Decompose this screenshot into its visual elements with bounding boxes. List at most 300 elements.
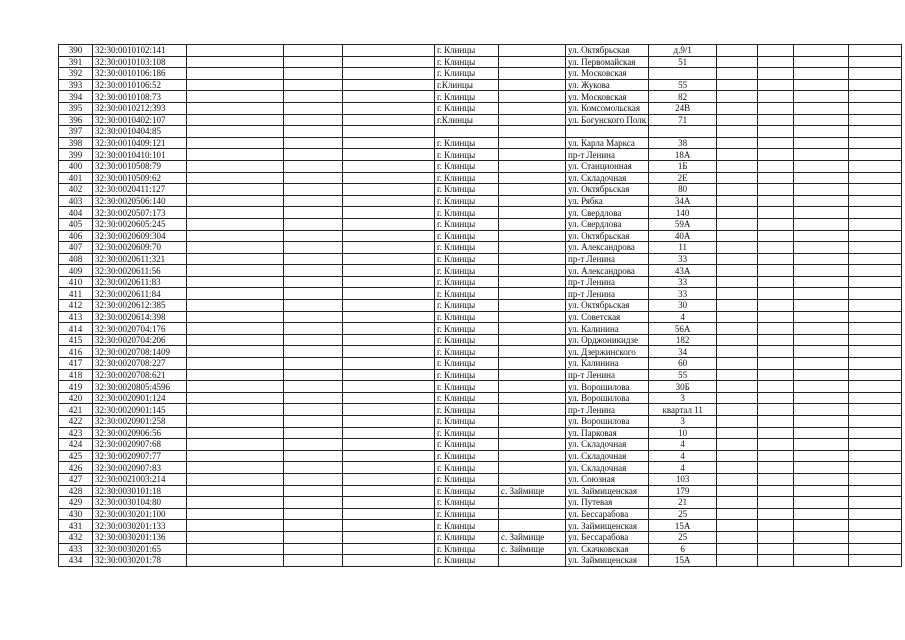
- row-number-cell: 410: [59, 276, 93, 288]
- empty-cell: [187, 160, 284, 172]
- empty-cell: [284, 242, 343, 254]
- settlement-cell: [499, 358, 566, 370]
- row-number-cell: 400: [59, 160, 93, 172]
- city-cell: г. Клинцы: [435, 485, 499, 497]
- empty-cell: [284, 346, 343, 358]
- empty-cell: [717, 531, 758, 543]
- empty-cell: [849, 346, 902, 358]
- empty-cell: [187, 300, 284, 312]
- empty-cell: [187, 369, 284, 381]
- empty-cell: [284, 56, 343, 68]
- empty-cell: [849, 531, 902, 543]
- empty-cell: [343, 207, 435, 219]
- cadastral-number-cell: 32:30:0010106:186: [93, 68, 187, 80]
- row-number-cell: 425: [59, 450, 93, 462]
- empty-cell: [717, 473, 758, 485]
- empty-cell: [717, 485, 758, 497]
- cadastral-number-cell: 32:30:0010108:73: [93, 91, 187, 103]
- empty-cell: [717, 126, 758, 138]
- row-number-cell: 411: [59, 288, 93, 300]
- empty-cell: [717, 242, 758, 254]
- empty-cell: [849, 485, 902, 497]
- settlement-cell: [499, 79, 566, 91]
- cadastral-number-cell: 32:30:0020614:398: [93, 311, 187, 323]
- empty-cell: [849, 392, 902, 404]
- cadastral-number-cell: 32:30:0010102:141: [93, 45, 187, 57]
- row-number-cell: 408: [59, 253, 93, 265]
- cadastral-number-cell: 32:30:0010410:101: [93, 149, 187, 161]
- street-cell: пр-т Ленина: [566, 149, 649, 161]
- cadastral-number-cell: 32:30:0021003:214: [93, 473, 187, 485]
- city-cell: г. Клинцы: [435, 172, 499, 184]
- empty-cell: [187, 91, 284, 103]
- empty-cell: [717, 323, 758, 335]
- cadastral-number-cell: 32:30:0030104:80: [93, 497, 187, 509]
- house-number-cell: 38: [649, 137, 717, 149]
- empty-cell: [849, 439, 902, 451]
- empty-cell: [717, 358, 758, 370]
- empty-cell: [758, 520, 794, 532]
- empty-cell: [849, 543, 902, 555]
- empty-cell: [187, 439, 284, 451]
- empty-cell: [849, 450, 902, 462]
- settlement-cell: [499, 195, 566, 207]
- empty-cell: [794, 56, 849, 68]
- table-row: [59, 45, 902, 57]
- empty-cell: [717, 508, 758, 520]
- house-number-cell: 51: [649, 56, 717, 68]
- settlement-cell: [499, 439, 566, 451]
- table-row: [59, 218, 902, 230]
- street-cell: ул. Октябрьская: [566, 184, 649, 196]
- empty-cell: [794, 381, 849, 393]
- empty-cell: [717, 68, 758, 80]
- cadastral-number-cell: 32:30:0020411:127: [93, 184, 187, 196]
- empty-cell: [758, 184, 794, 196]
- empty-cell: [849, 184, 902, 196]
- settlement-cell: [499, 265, 566, 277]
- empty-cell: [758, 334, 794, 346]
- table-row: [59, 160, 902, 172]
- city-cell: г. Клинцы: [435, 334, 499, 346]
- empty-cell: [717, 265, 758, 277]
- house-number-cell: 25: [649, 508, 717, 520]
- table-row: [59, 207, 902, 219]
- row-number-cell: 417: [59, 358, 93, 370]
- table-row: [59, 242, 902, 254]
- empty-cell: [794, 137, 849, 149]
- table-row: [59, 195, 902, 207]
- empty-cell: [758, 555, 794, 567]
- empty-cell: [794, 369, 849, 381]
- empty-cell: [849, 381, 902, 393]
- empty-cell: [187, 79, 284, 91]
- empty-cell: [849, 369, 902, 381]
- street-cell: пр-т Ленина: [566, 404, 649, 416]
- street-cell: ул. Советская: [566, 311, 649, 323]
- empty-cell: [794, 358, 849, 370]
- street-cell: ул. Бессарабова: [566, 531, 649, 543]
- city-cell: г. Клинцы: [435, 218, 499, 230]
- empty-cell: [849, 172, 902, 184]
- settlement-cell: [499, 160, 566, 172]
- empty-cell: [187, 334, 284, 346]
- empty-cell: [187, 195, 284, 207]
- empty-cell: [849, 56, 902, 68]
- city-cell: г.Клинцы: [435, 79, 499, 91]
- settlement-cell: [499, 253, 566, 265]
- row-number-cell: 395: [59, 102, 93, 114]
- empty-cell: [717, 439, 758, 451]
- empty-cell: [343, 508, 435, 520]
- empty-cell: [794, 126, 849, 138]
- street-cell: ул. Александрова: [566, 242, 649, 254]
- empty-cell: [849, 473, 902, 485]
- table-row: [59, 114, 902, 126]
- empty-cell: [794, 68, 849, 80]
- cadastral-number-cell: 32:30:0020605:245: [93, 218, 187, 230]
- empty-cell: [187, 253, 284, 265]
- row-number-cell: 394: [59, 91, 93, 103]
- house-number-cell: [649, 68, 717, 80]
- settlement-cell: [499, 102, 566, 114]
- empty-cell: [758, 392, 794, 404]
- street-cell: ул. Калинина: [566, 358, 649, 370]
- city-cell: г. Клинцы: [435, 300, 499, 312]
- empty-cell: [758, 311, 794, 323]
- empty-cell: [849, 404, 902, 416]
- table-row: [59, 439, 902, 451]
- city-cell: г. Клинцы: [435, 207, 499, 219]
- house-number-cell: [649, 126, 717, 138]
- empty-cell: [758, 102, 794, 114]
- empty-cell: [343, 114, 435, 126]
- row-number-cell: 414: [59, 323, 93, 335]
- street-cell: ул. Ворошилова: [566, 416, 649, 428]
- table-row: [59, 555, 902, 567]
- settlement-cell: [499, 416, 566, 428]
- empty-cell: [284, 323, 343, 335]
- house-number-cell: 59А: [649, 218, 717, 230]
- row-number-cell: 403: [59, 195, 93, 207]
- empty-cell: [187, 276, 284, 288]
- empty-cell: [758, 195, 794, 207]
- settlement-cell: [499, 311, 566, 323]
- empty-cell: [187, 265, 284, 277]
- empty-cell: [343, 137, 435, 149]
- empty-cell: [717, 114, 758, 126]
- empty-cell: [187, 462, 284, 474]
- empty-cell: [717, 288, 758, 300]
- empty-cell: [717, 45, 758, 57]
- row-number-cell: 415: [59, 334, 93, 346]
- row-number-cell: 419: [59, 381, 93, 393]
- empty-cell: [284, 207, 343, 219]
- empty-cell: [343, 265, 435, 277]
- cadastral-number-cell: 32:30:0020907:68: [93, 439, 187, 451]
- settlement-cell: [499, 172, 566, 184]
- empty-cell: [758, 230, 794, 242]
- empty-cell: [849, 126, 902, 138]
- house-number-cell: 55: [649, 79, 717, 91]
- table-row: [59, 276, 902, 288]
- house-number-cell: 30Б: [649, 381, 717, 393]
- table-row: [59, 91, 902, 103]
- empty-cell: [284, 91, 343, 103]
- empty-cell: [794, 276, 849, 288]
- table-row: [59, 172, 902, 184]
- empty-cell: [343, 543, 435, 555]
- row-number-cell: 396: [59, 114, 93, 126]
- settlement-cell: [499, 114, 566, 126]
- empty-cell: [758, 137, 794, 149]
- settlement-cell: [499, 427, 566, 439]
- settlement-cell: [499, 45, 566, 57]
- empty-cell: [794, 102, 849, 114]
- cadastral-number-cell: 32:30:0030201:65: [93, 543, 187, 555]
- empty-cell: [849, 160, 902, 172]
- street-cell: ул. Октябрьская: [566, 300, 649, 312]
- table-row: [59, 416, 902, 428]
- empty-cell: [284, 381, 343, 393]
- empty-cell: [343, 392, 435, 404]
- empty-cell: [284, 520, 343, 532]
- cadastral-number-cell: 32:30:0020708:621: [93, 369, 187, 381]
- empty-cell: [343, 369, 435, 381]
- row-number-cell: 427: [59, 473, 93, 485]
- city-cell: г. Клинцы: [435, 543, 499, 555]
- row-number-cell: 401: [59, 172, 93, 184]
- street-cell: ул. Складочная: [566, 450, 649, 462]
- city-cell: г. Клинцы: [435, 404, 499, 416]
- empty-cell: [343, 68, 435, 80]
- empty-cell: [794, 114, 849, 126]
- empty-cell: [794, 334, 849, 346]
- empty-cell: [343, 149, 435, 161]
- table-row: [59, 346, 902, 358]
- empty-cell: [343, 195, 435, 207]
- city-cell: г. Клинцы: [435, 369, 499, 381]
- empty-cell: [794, 300, 849, 312]
- house-number-cell: 179: [649, 485, 717, 497]
- street-cell: ул. Бессарабова: [566, 508, 649, 520]
- empty-cell: [343, 160, 435, 172]
- empty-cell: [717, 149, 758, 161]
- row-number-cell: 404: [59, 207, 93, 219]
- house-number-cell: 34А: [649, 195, 717, 207]
- house-number-cell: 43А: [649, 265, 717, 277]
- row-number-cell: 433: [59, 543, 93, 555]
- empty-cell: [717, 427, 758, 439]
- empty-cell: [717, 462, 758, 474]
- cadastral-number-cell: 32:30:0020901:124: [93, 392, 187, 404]
- empty-cell: [187, 149, 284, 161]
- empty-cell: [758, 242, 794, 254]
- house-number-cell: 103: [649, 473, 717, 485]
- empty-cell: [284, 531, 343, 543]
- city-cell: г. Клинцы: [435, 230, 499, 242]
- street-cell: ул. Богунского Полк: [566, 114, 649, 126]
- empty-cell: [284, 265, 343, 277]
- empty-cell: [187, 56, 284, 68]
- empty-cell: [717, 207, 758, 219]
- empty-cell: [758, 404, 794, 416]
- settlement-cell: [499, 230, 566, 242]
- city-cell: г. Клинцы: [435, 91, 499, 103]
- empty-cell: [758, 358, 794, 370]
- row-number-cell: 407: [59, 242, 93, 254]
- table-row: [59, 288, 902, 300]
- table-row: [59, 531, 902, 543]
- empty-cell: [758, 149, 794, 161]
- cadastral-number-cell: 32:30:0020609:304: [93, 230, 187, 242]
- row-number-cell: 406: [59, 230, 93, 242]
- settlement-cell: [499, 462, 566, 474]
- table-row: [59, 427, 902, 439]
- empty-cell: [187, 416, 284, 428]
- empty-cell: [849, 218, 902, 230]
- empty-cell: [758, 485, 794, 497]
- empty-cell: [343, 381, 435, 393]
- city-cell: г. Клинцы: [435, 555, 499, 567]
- settlement-cell: [499, 218, 566, 230]
- empty-cell: [758, 218, 794, 230]
- empty-cell: [794, 555, 849, 567]
- empty-cell: [849, 508, 902, 520]
- settlement-cell: [499, 300, 566, 312]
- empty-cell: [284, 334, 343, 346]
- empty-cell: [284, 392, 343, 404]
- table-row: [59, 497, 902, 509]
- empty-cell: [187, 531, 284, 543]
- street-cell: ул. Московская: [566, 68, 649, 80]
- empty-cell: [794, 45, 849, 57]
- empty-cell: [343, 288, 435, 300]
- empty-cell: [284, 79, 343, 91]
- house-number-cell: 140: [649, 207, 717, 219]
- cadastral-number-cell: 32:30:0020506:140: [93, 195, 187, 207]
- house-number-cell: 33: [649, 288, 717, 300]
- street-cell: ул. Первомайская: [566, 56, 649, 68]
- empty-cell: [343, 79, 435, 91]
- cadastral-number-cell: 32:30:0020704:206: [93, 334, 187, 346]
- empty-cell: [284, 369, 343, 381]
- cadastral-number-cell: 32:30:0030201:100: [93, 508, 187, 520]
- empty-cell: [794, 392, 849, 404]
- empty-cell: [343, 102, 435, 114]
- empty-cell: [849, 276, 902, 288]
- settlement-cell: [499, 149, 566, 161]
- empty-cell: [717, 392, 758, 404]
- empty-cell: [343, 485, 435, 497]
- settlement-cell: с. Займище: [499, 531, 566, 543]
- empty-cell: [187, 184, 284, 196]
- row-number-cell: 402: [59, 184, 93, 196]
- city-cell: г. Клинцы: [435, 462, 499, 474]
- empty-cell: [717, 381, 758, 393]
- empty-cell: [758, 427, 794, 439]
- registry-table: [58, 44, 902, 567]
- street-cell: ул. Займищенская: [566, 485, 649, 497]
- empty-cell: [343, 427, 435, 439]
- city-cell: г. Клинцы: [435, 195, 499, 207]
- empty-cell: [849, 68, 902, 80]
- empty-cell: [758, 497, 794, 509]
- row-number-cell: 398: [59, 137, 93, 149]
- empty-cell: [717, 416, 758, 428]
- empty-cell: [849, 288, 902, 300]
- city-cell: г. Клинцы: [435, 416, 499, 428]
- empty-cell: [187, 508, 284, 520]
- empty-cell: [794, 404, 849, 416]
- empty-cell: [284, 439, 343, 451]
- empty-cell: [343, 172, 435, 184]
- empty-cell: [794, 91, 849, 103]
- empty-cell: [187, 427, 284, 439]
- empty-cell: [717, 56, 758, 68]
- empty-cell: [758, 172, 794, 184]
- empty-cell: [758, 253, 794, 265]
- city-cell: [435, 126, 499, 138]
- empty-cell: [758, 68, 794, 80]
- house-number-cell: 15А: [649, 555, 717, 567]
- empty-cell: [284, 508, 343, 520]
- street-cell: ул. Ворошилова: [566, 381, 649, 393]
- empty-cell: [794, 207, 849, 219]
- empty-cell: [284, 184, 343, 196]
- empty-cell: [717, 450, 758, 462]
- table-row: [59, 79, 902, 91]
- street-cell: ул. Калинина: [566, 323, 649, 335]
- settlement-cell: с. Займище: [499, 543, 566, 555]
- cadastral-number-cell: 32:30:0010409:121: [93, 137, 187, 149]
- table-row: [59, 265, 902, 277]
- settlement-cell: [499, 288, 566, 300]
- row-number-cell: 428: [59, 485, 93, 497]
- house-number-cell: 4: [649, 439, 717, 451]
- empty-cell: [343, 253, 435, 265]
- row-number-cell: 424: [59, 439, 93, 451]
- table-row: [59, 149, 902, 161]
- empty-cell: [284, 68, 343, 80]
- empty-cell: [284, 45, 343, 57]
- row-number-cell: 429: [59, 497, 93, 509]
- empty-cell: [758, 381, 794, 393]
- house-number-cell: квартал 11: [649, 404, 717, 416]
- empty-cell: [343, 184, 435, 196]
- house-number-cell: 3: [649, 392, 717, 404]
- empty-cell: [794, 346, 849, 358]
- empty-cell: [849, 427, 902, 439]
- empty-cell: [849, 555, 902, 567]
- cadastral-number-cell: 32:30:0020507:173: [93, 207, 187, 219]
- city-cell: г. Клинцы: [435, 137, 499, 149]
- house-number-cell: 4: [649, 450, 717, 462]
- house-number-cell: 60: [649, 358, 717, 370]
- city-cell: г. Клинцы: [435, 288, 499, 300]
- house-number-cell: 11: [649, 242, 717, 254]
- cadastral-number-cell: 32:30:0020612:385: [93, 300, 187, 312]
- empty-cell: [343, 311, 435, 323]
- empty-cell: [794, 450, 849, 462]
- cadastral-number-cell: 32:30:0010103:108: [93, 56, 187, 68]
- empty-cell: [284, 358, 343, 370]
- empty-cell: [284, 230, 343, 242]
- table-row: [59, 450, 902, 462]
- empty-cell: [849, 137, 902, 149]
- city-cell: г. Клинцы: [435, 56, 499, 68]
- empty-cell: [758, 543, 794, 555]
